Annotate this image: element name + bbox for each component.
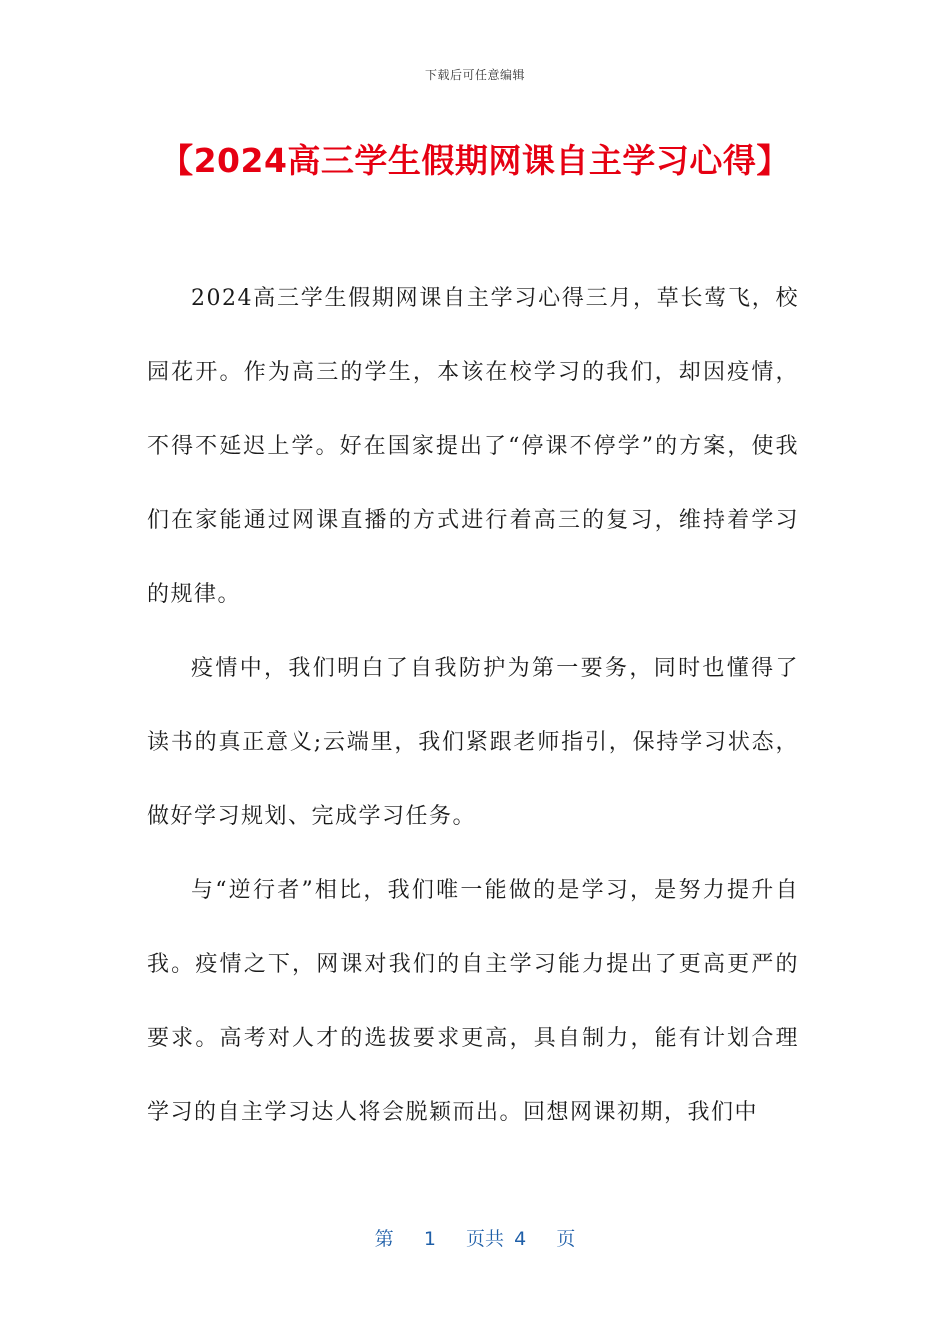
- paragraph-1: 2024高三学生假期网课自主学习心得三月，草长莺飞，校园花开。作为高三的学生，本该在校学习的我们，却因疫情，不得不延迟上学。好在国家提出了“停课不停学”的方案，使我们在家能通过网课直播的方式进行着高三的复习，维持着学习的规律。: [147, 286, 799, 607]
- page-total: 4: [514, 1228, 527, 1250]
- document-body: [147, 262, 799, 1150]
- page-middle: 页共: [466, 1228, 505, 1250]
- page-footer: [0, 1224, 950, 1251]
- header-note: 下载后可任意编辑: [424, 68, 525, 82]
- paragraph-2: 疫情中，我们明白了自我防护为第一要务，同时也懂得了读书的真正意义;云端里，我们紧跟老师指引，保持学习状态，做好学习规划、完成学习任务。: [147, 656, 799, 829]
- page-prefix: 第: [374, 1228, 394, 1250]
- document-title: 【2024高三学生假期网课自主学习心得】: [160, 141, 790, 180]
- paragraph-3: 与“逆行者”相比，我们唯一能做的是学习，是努力提升自我。疫情之下，网课对我们的自主学习能力提出了更高更严的要求。高考对人才的选拔要求更高，具自制力，能有计划合理学习的自主学习达人将会脱颖而出。回想网课初期，我们中: [147, 878, 799, 1125]
- page-current: 1: [423, 1228, 436, 1250]
- page-suffix: 页: [556, 1228, 576, 1250]
